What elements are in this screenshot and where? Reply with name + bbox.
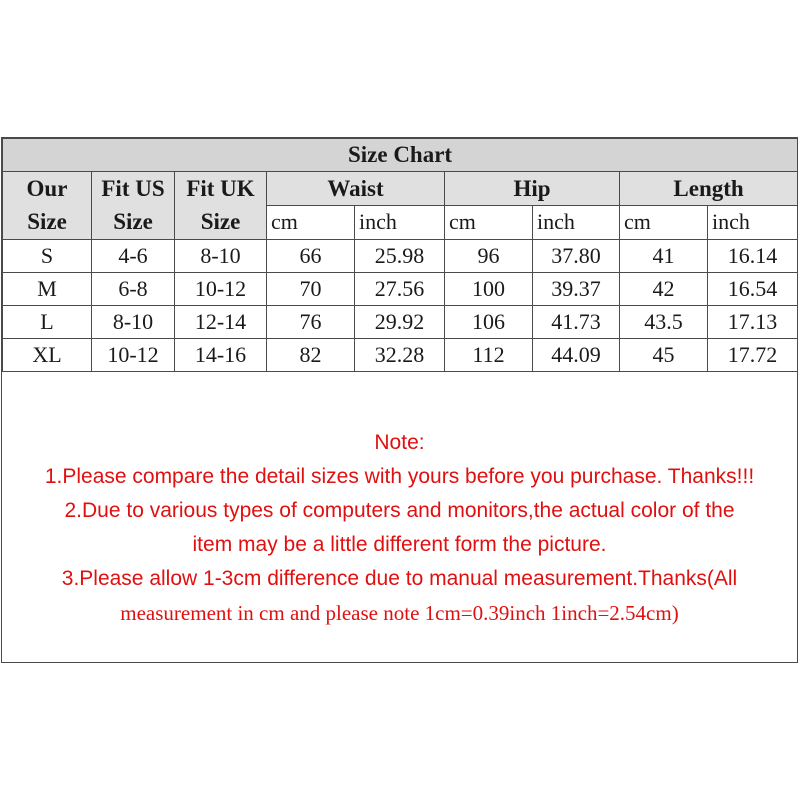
cell-fit-us: 10-12 <box>92 338 175 371</box>
note-line-3b: measurement in cm and please note 1cm=0.39inch 1inch=2.54cm) <box>120 601 679 625</box>
cell-waist-cm: 66 <box>267 239 355 272</box>
note-line-2a: 2.Due to various types of computers and monitors,the actual color of the <box>64 499 735 522</box>
header-waist-inch: inch <box>355 206 445 240</box>
size-table <box>2 138 798 372</box>
cell-hip-inch: 44.09 <box>533 338 620 371</box>
cell-size: XL <box>3 338 92 371</box>
header-waist-cm: cm <box>267 206 355 240</box>
cell-length-inch: 17.72 <box>708 338 798 371</box>
header-hip-inch: inch <box>533 206 620 240</box>
header-fit-us-line1: Fit US <box>92 172 175 206</box>
cell-waist-inch: 25.98 <box>355 239 445 272</box>
header-fit-uk-line2: Size <box>175 206 267 240</box>
note-line-3a: 3.Please allow 1-3cm difference due to manual measurement.Thanks(All <box>61 567 738 590</box>
cell-hip-inch: 41.73 <box>533 305 620 338</box>
cell-size: M <box>3 272 92 305</box>
cell-length-cm: 42 <box>620 272 708 305</box>
cell-length-inch: 16.54 <box>708 272 798 305</box>
size-chart <box>1 137 798 663</box>
cell-hip-inch: 37.80 <box>533 239 620 272</box>
table-row <box>3 338 798 371</box>
cell-hip-cm: 106 <box>445 305 533 338</box>
notes-block <box>2 426 797 630</box>
cell-fit-us: 6-8 <box>92 272 175 305</box>
table-row <box>3 305 798 338</box>
cell-waist-inch: 27.56 <box>355 272 445 305</box>
cell-waist-cm: 82 <box>267 338 355 371</box>
note-heading: Note: <box>374 431 425 454</box>
cell-hip-cm: 100 <box>445 272 533 305</box>
header-waist: Waist <box>267 172 445 206</box>
cell-fit-uk: 12-14 <box>175 305 267 338</box>
cell-hip-cm: 112 <box>445 338 533 371</box>
cell-length-inch: 17.13 <box>708 305 798 338</box>
cell-length-cm: 43.5 <box>620 305 708 338</box>
table-row <box>3 239 798 272</box>
header-our-size-line1: Our <box>3 172 92 206</box>
cell-size: L <box>3 305 92 338</box>
cell-fit-uk: 8-10 <box>175 239 267 272</box>
chart-title: Size Chart <box>3 139 798 172</box>
header-fit-uk-line1: Fit UK <box>175 172 267 206</box>
cell-waist-inch: 32.28 <box>355 338 445 371</box>
cell-hip-cm: 96 <box>445 239 533 272</box>
cell-length-inch: 16.14 <box>708 239 798 272</box>
header-length-inch: inch <box>708 206 798 240</box>
cell-fit-uk: 10-12 <box>175 272 267 305</box>
header-length: Length <box>620 172 798 206</box>
header-hip: Hip <box>445 172 620 206</box>
cell-fit-uk: 14-16 <box>175 338 267 371</box>
table-row <box>3 272 798 305</box>
cell-length-cm: 41 <box>620 239 708 272</box>
header-fit-us-line2: Size <box>92 206 175 240</box>
cell-waist-cm: 76 <box>267 305 355 338</box>
cell-length-cm: 45 <box>620 338 708 371</box>
cell-fit-us: 4-6 <box>92 239 175 272</box>
cell-fit-us: 8-10 <box>92 305 175 338</box>
cell-waist-cm: 70 <box>267 272 355 305</box>
cell-size: S <box>3 239 92 272</box>
header-hip-cm: cm <box>445 206 533 240</box>
note-line-1: 1.Please compare the detail sizes with yours before you purchase. Thanks!!! <box>44 465 755 488</box>
cell-hip-inch: 39.37 <box>533 272 620 305</box>
note-line-2b: item may be a little different form the picture. <box>192 533 607 556</box>
header-length-cm: cm <box>620 206 708 240</box>
cell-waist-inch: 29.92 <box>355 305 445 338</box>
header-our-size-line2: Size <box>3 206 92 240</box>
